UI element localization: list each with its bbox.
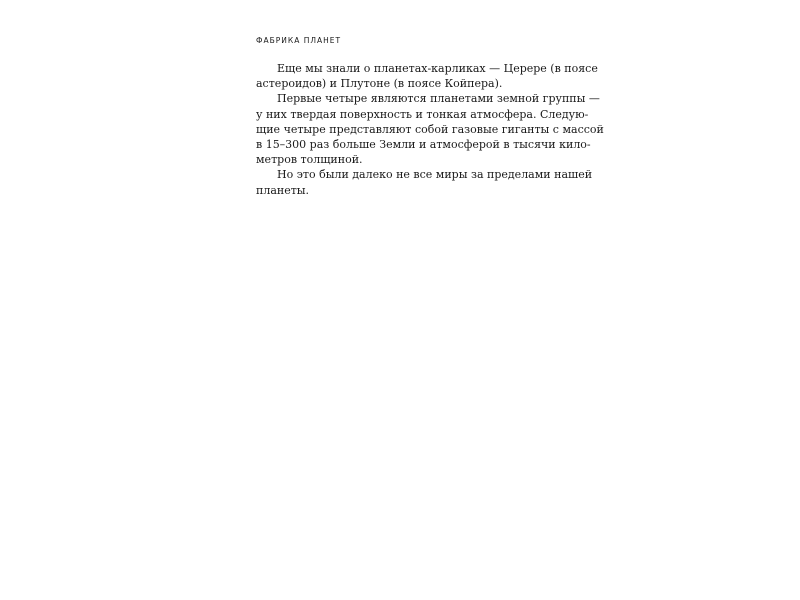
text-line: в 15–300 раз больше Земли и атмосферой в тысячи кило- [256, 137, 591, 151]
text-line: у них твердая поверхность и тонкая атмосфера. Следую- [256, 107, 589, 121]
text-line: Но это были далеко не все миры за пределами нашей [277, 168, 593, 182]
text-line: метров толщиной. [256, 153, 363, 167]
text-line: Первые четыре являются планетами земной группы — [277, 92, 600, 106]
text-line: планеты. [256, 183, 310, 197]
text-line: щие четыре представляют собой газовые гиганты с массой [256, 122, 604, 136]
paragraph [256, 91, 604, 167]
paragraph [256, 167, 593, 197]
running-head: ФАБРИКА ПЛАНЕТ [256, 36, 342, 45]
body-text [256, 61, 604, 198]
text-line: астероидов) и Плутоне (в поясе Койпера). [256, 77, 503, 91]
text-line: Еще мы знали о планетах-карликах — Церере (в поясе [277, 62, 598, 75]
paragraph [256, 61, 598, 91]
